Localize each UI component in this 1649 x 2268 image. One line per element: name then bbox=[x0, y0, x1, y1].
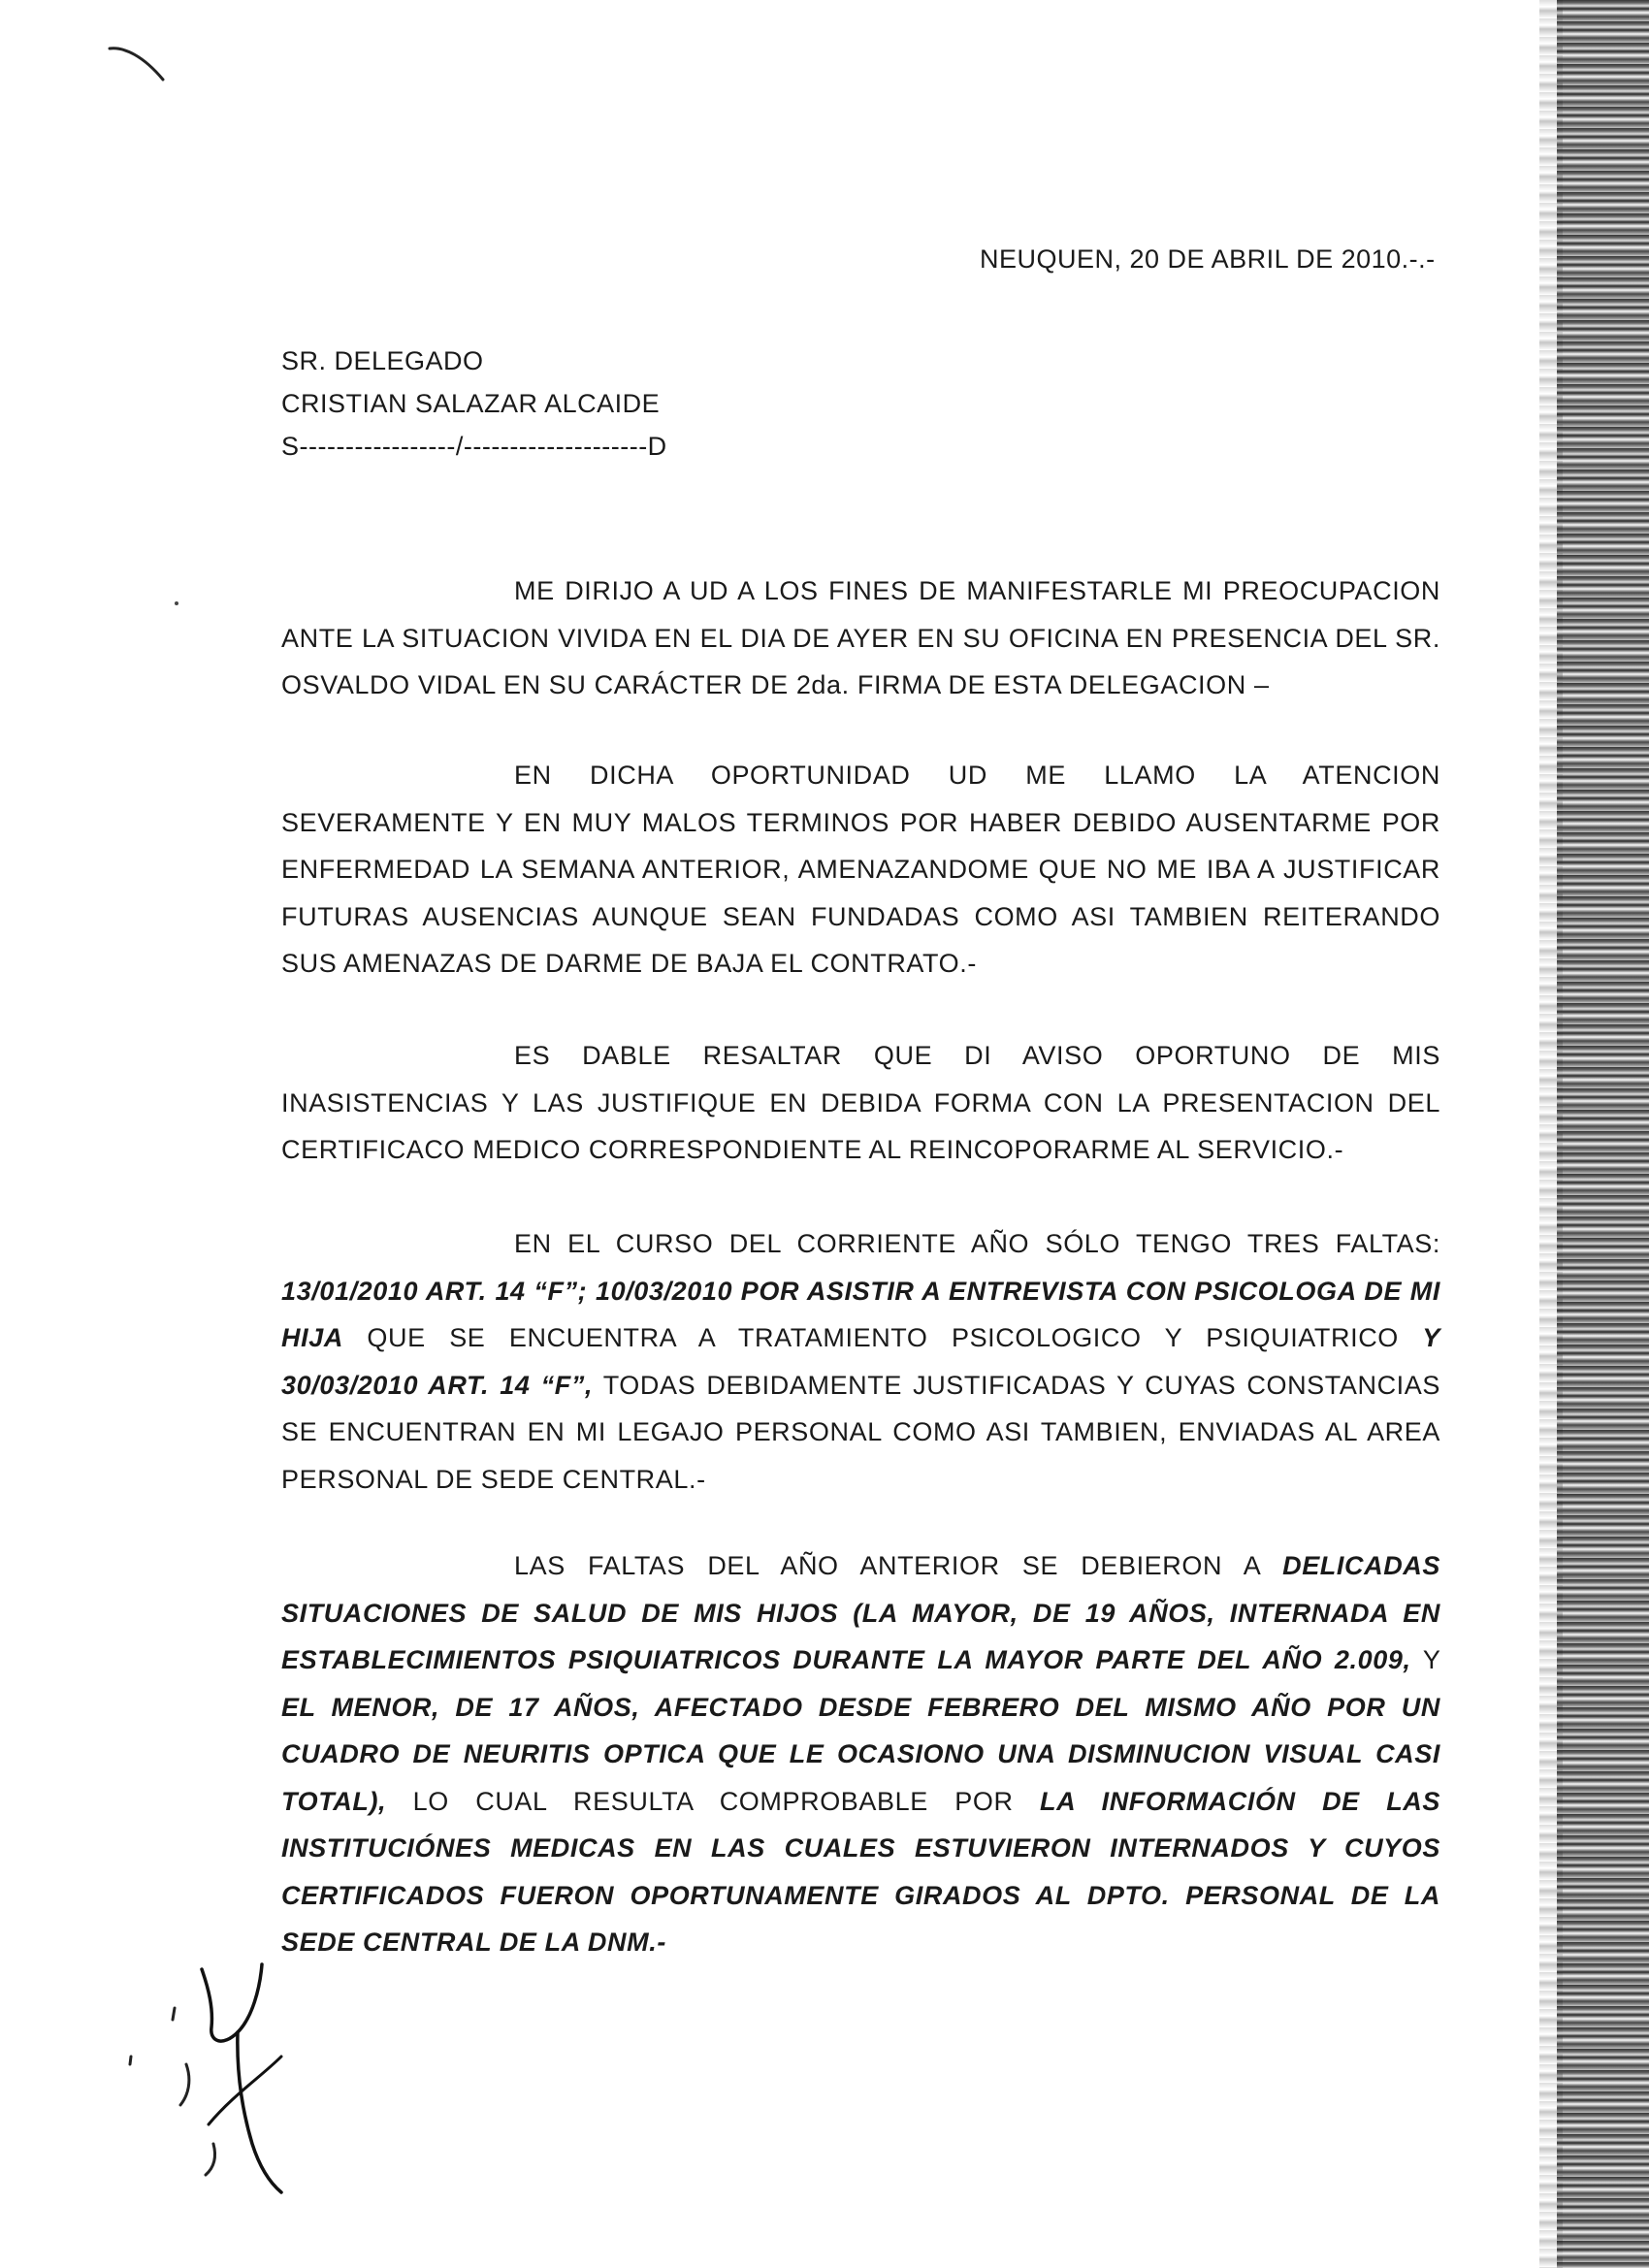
paragraph-5-intro: LAS FALTAS DEL AÑO ANTERIOR SE DEBIERON A bbox=[514, 1551, 1260, 1580]
scan-edge-artifact bbox=[1557, 0, 1649, 2268]
paragraph-2-text: EN DICHA OPORTUNIDAD UD ME LLAMO LA ATENCION SEVERAMENTE Y EN MUY MALOS TERMINOS POR HABER DEBIDO AUSENTARME POR ENFERMEDAD LA SEMANA ANTERIOR, AMENAZANDOME QUE NO ME IBA A JUSTIFICAR FUTURAS AUSENCIAS AUNQUE SEAN FUNDADAS COMO ASI TAMBIEN REITERANDO SUS AMENAZAS DE DARME DE BAJA EL CONTRATO.- bbox=[281, 761, 1440, 978]
paragraph-4-closing: TODAS DEBIDAMENTE JUSTIFICADAS Y CUYAS CONSTANCIAS SE ENCUENTRAN EN MI LEGAJO PERSONAL COMO ASI TAMBIEN, ENVIADAS AL AREA PERSONAL DE SEDE CENTRAL.- bbox=[281, 1370, 1440, 1494]
paragraph-5-proof: LO CUAL RESULTA COMPROBABLE POR bbox=[412, 1786, 1014, 1816]
scan-dot bbox=[175, 601, 178, 605]
paragraph-4-dates: 13/01/2010 ART. 14 “F”; 10/03/2010 POR ASISTIR A ENTREVISTA CON PSICOLOGA DE MI HIJA bbox=[281, 1276, 1440, 1352]
paragraph-3-text: ES DABLE RESALTAR QUE DI AVISO OPORTUNO DE MIS INASISTENCIAS Y LAS JUSTIFIQUE EN DEBIDA FORMA CON LA PRESENTACION DEL CERTIFICACO MEDICO CORRESPONDIENTE AL REINCOPORARME AL SERVICIO.- bbox=[281, 1041, 1440, 1164]
addressee-salutation: S-----------------/--------------------D bbox=[281, 432, 667, 461]
date-line: NEUQUEN, 20 DE ABRIL DE 2010.-.- bbox=[980, 244, 1436, 274]
paragraph-3 bbox=[281, 1032, 1440, 1174]
paragraph-4-date-3: Y 30/03/2010 ART. 14 “F”, bbox=[281, 1323, 1441, 1400]
paragraph-4 bbox=[281, 1220, 1440, 1503]
addressee-block bbox=[281, 340, 667, 468]
paragraph-1 bbox=[281, 567, 1440, 709]
paragraph-4-intro: EN EL CURSO DEL CORRIENTE AÑO SÓLO TENGO TRES FALTAS: bbox=[514, 1229, 1440, 1258]
paragraph-5-and: Y bbox=[1422, 1645, 1440, 1674]
paragraph-1-text: ME DIRIJO A UD A LOS FINES DE MANIFESTARLE MI PREOCUPACION ANTE LA SITUACION VIVIDA EN EL DIA DE AYER EN SU OFICINA EN PRESENCIA DEL SR. OSVALDO VIDAL EN SU CARÁCTER DE 2da. FIRMA DE ESTA DELEGACION – bbox=[281, 576, 1440, 699]
handwritten-signature bbox=[116, 1950, 349, 2202]
paragraph-5-daughter: DELICADAS SITUACIONES DE SALUD DE MIS HIJOS (LA MAYOR, DE 19 AÑOS, INTERNADA EN ESTABLECIMIENTOS PSIQUIATRICOS DURANTE LA MAYOR PARTE DEL AÑO 2.009, bbox=[281, 1551, 1440, 1674]
paragraph-5 bbox=[281, 1542, 1440, 1966]
addressee-name: CRISTIAN SALAZAR ALCAIDE bbox=[281, 389, 661, 418]
paragraph-2 bbox=[281, 752, 1440, 988]
paragraph-5-institutions: LA INFORMACIÓN DE LAS INSTITUCIÓNES MEDICAS EN LAS CUALES ESTUVIERON INTERNADOS Y CUYOS CERTIFICADOS FUERON OPORTUNAMENTE GIRADOS AL DPTO. PERSONAL DE LA SEDE CENTRAL DE LA DNM.- bbox=[281, 1786, 1440, 1957]
addressee-title: SR. DELEGADO bbox=[281, 346, 484, 375]
pen-mark bbox=[105, 39, 173, 87]
paragraph-4-treatment: QUE SE ENCUENTRA A TRATAMIENTO PSICOLOGICO Y PSIQUIATRICO bbox=[367, 1323, 1399, 1352]
paragraph-5-son: EL MENOR, DE 17 AÑOS, AFECTADO DESDE FEBRERO DEL MISMO AÑO POR UN CUADRO DE NEURITIS OPTICA QUE LE OCASIONO UNA DISMINUCION VISUAL CASI TOTAL), bbox=[281, 1692, 1440, 1816]
